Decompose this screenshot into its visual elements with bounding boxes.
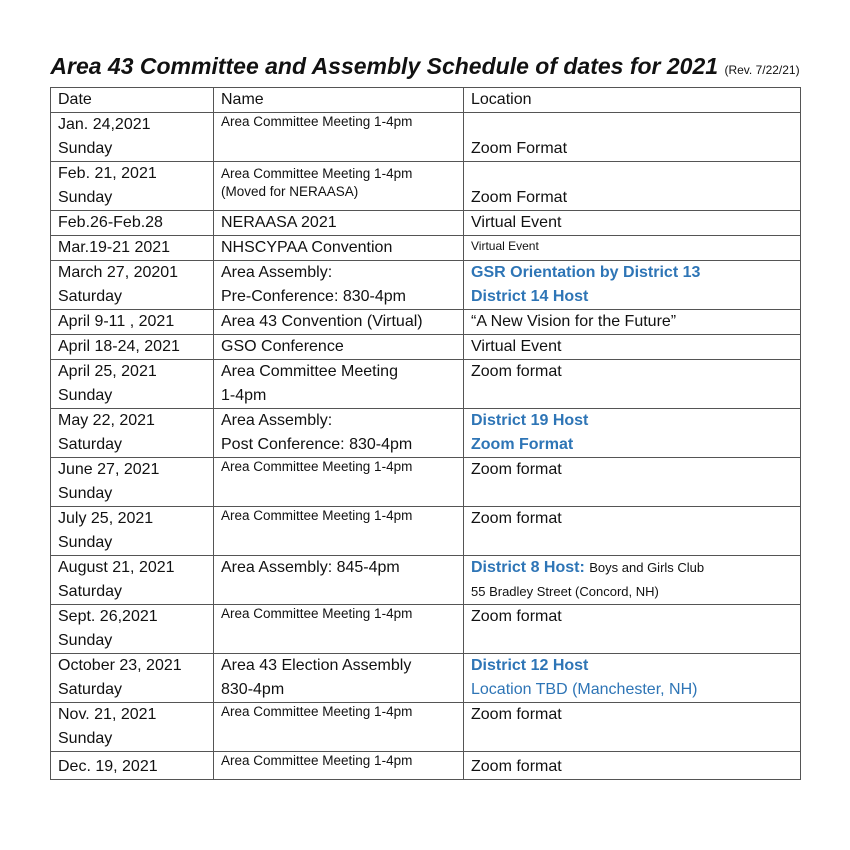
table-row — [51, 113, 801, 162]
table-row — [51, 654, 801, 703]
date-cell: Sept. 26,2021 Sunday — [51, 605, 214, 654]
name-cell: NERAASA 2021 — [214, 211, 464, 236]
page-title — [0, 52, 850, 84]
table-row — [51, 703, 801, 752]
name-cell: Area 43 Convention (Virtual) — [214, 310, 464, 335]
name-cell: Area 43 Election Assembly 830-4pm — [214, 654, 464, 703]
name-cell: Area Committee Meeting 1-4pm (Moved for NERAASA) — [214, 162, 464, 211]
date-cell: July 25, 2021 Sunday — [51, 507, 214, 556]
location-cell: Zoom format — [464, 507, 801, 556]
date-cell: Feb. 21, 2021 Sunday — [51, 162, 214, 211]
table-row — [51, 556, 801, 605]
location-cell: Zoom format — [464, 458, 801, 507]
table-row — [51, 605, 801, 654]
date-cell: April 18-24, 2021 — [51, 335, 214, 360]
location-cell: District 12 Host Location TBD (Manchester, NH) — [464, 654, 801, 703]
schedule-table — [50, 87, 801, 780]
date-cell: Jan. 24,2021 Sunday — [51, 113, 214, 162]
table-row — [51, 236, 801, 261]
location-cell: District 19 Host Zoom Format — [464, 409, 801, 458]
name-cell: Area Committee Meeting 1-4pm — [214, 703, 464, 752]
date-cell: Feb.26-Feb.28 — [51, 211, 214, 236]
location-cell: Virtual Event — [464, 211, 801, 236]
location-cell: GSR Orientation by District 13 District 14 Host — [464, 261, 801, 310]
name-cell: Area Committee Meeting 1-4pm — [214, 113, 464, 162]
date-cell: October 23, 2021 Saturday — [51, 654, 214, 703]
header-row — [51, 88, 801, 113]
table-row — [51, 310, 801, 335]
header-date: Date — [51, 88, 214, 113]
location-cell: Zoom Format — [464, 113, 801, 162]
date-cell: May 22, 2021 Saturday — [51, 409, 214, 458]
title-text: Area 43 Committee and Assembly Schedule of dates for 2021 — [50, 53, 719, 79]
header-location: Location — [464, 88, 801, 113]
date-cell: April 25, 2021 Sunday — [51, 360, 214, 409]
date-cell: Mar.19-21 2021 — [51, 236, 214, 261]
name-cell: Area Committee Meeting 1-4pm — [214, 458, 464, 507]
revision-note: (Rev. 7/22/21) — [724, 63, 800, 77]
table-row — [51, 360, 801, 409]
table-row — [51, 162, 801, 211]
name-cell: NHSCYPAA Convention — [214, 236, 464, 261]
date-cell: August 21, 2021 Saturday — [51, 556, 214, 605]
table-row — [51, 752, 801, 780]
table-row — [51, 409, 801, 458]
table-row — [51, 261, 801, 310]
location-cell: Virtual Event — [464, 236, 801, 261]
name-cell: Area Committee Meeting 1-4pm — [214, 507, 464, 556]
location-cell: Virtual Event — [464, 335, 801, 360]
table-row — [51, 335, 801, 360]
location-cell: Zoom format — [464, 360, 801, 409]
header-name: Name — [214, 88, 464, 113]
location-cell: Zoom format — [464, 703, 801, 752]
date-cell: April 9-11 , 2021 — [51, 310, 214, 335]
table-row — [51, 507, 801, 556]
date-cell: March 27, 20201 Saturday — [51, 261, 214, 310]
name-cell: Area Committee Meeting 1-4pm — [214, 605, 464, 654]
location-cell: Zoom format — [464, 752, 801, 780]
table-row — [51, 211, 801, 236]
name-cell: Area Committee Meeting 1-4pm — [214, 752, 464, 780]
location-cell: District 8 Host: Boys and Girls Club 55 Bradley Street (Concord, NH) — [464, 556, 801, 605]
name-cell: Area Assembly: Post Conference: 830-4pm — [214, 409, 464, 458]
location-cell: “A New Vision for the Future” — [464, 310, 801, 335]
date-cell: Nov. 21, 2021 Sunday — [51, 703, 214, 752]
location-cell: Zoom Format — [464, 162, 801, 211]
name-cell: GSO Conference — [214, 335, 464, 360]
name-cell: Area Assembly: Pre-Conference: 830-4pm — [214, 261, 464, 310]
table-row — [51, 458, 801, 507]
name-cell: Area Committee Meeting 1-4pm — [214, 360, 464, 409]
date-cell: Dec. 19, 2021 — [51, 752, 214, 780]
date-cell: June 27, 2021 Sunday — [51, 458, 214, 507]
location-cell: Zoom format — [464, 605, 801, 654]
name-cell: Area Assembly: 845-4pm — [214, 556, 464, 605]
